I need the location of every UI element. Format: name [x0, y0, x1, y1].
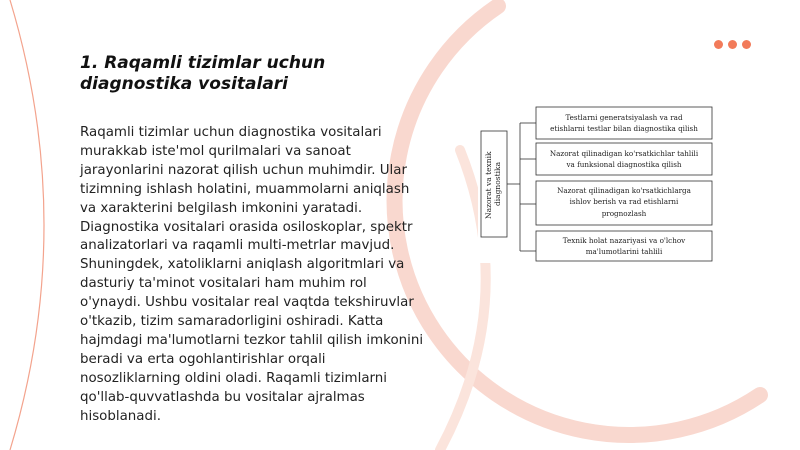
dot-3 — [742, 40, 751, 49]
diagram-box-4-line1: Texnik holat nazariyasi va o'lchov — [562, 236, 686, 245]
diagram-box-2-line2: va funksional diagnostika qilish — [566, 160, 682, 169]
more-dots-icon — [714, 40, 751, 49]
left-arc-line — [10, 0, 44, 450]
diagram-root-label: Nazorat va texnik diagnostika — [484, 151, 502, 219]
dot-1 — [714, 40, 723, 49]
diagram-box-4-line2: ma'lumotlarini tahlili — [585, 247, 663, 256]
diagram-box-3-line2: ishlov berish va rad etishlarni — [569, 197, 679, 206]
slide-body-text: Raqamli tizimlar uchun diagnostika vositalari murakkab iste'mol qurilmalari va sanoat jarayonlarini nazorat qilish uchun muhimdir. Ular tizimning ishlash holatini, muammolarni aniqlash va xarakterini belgilash imkonini yaratadi. Diagnostika vositalari orasida osiloskoplar, spektr analizatorlari va raqamli multi-metrlar mavjud. Shuningdek, xatoliklarni aniqlash algoritmlari va dasturiy ta'minot vositalari ham muhim rol o'ynaydi. Ushbu vositalar real vaqtda tekshiruvlar o'tkazib, tizim samaradorligini oshiradi. Katta hajmdagi ma'lumotlarni tezkor tahlil qilish imkonini beradi va erta ogohlantirishlar orqali nosozliklarning oldini oladi. Raqamli tizimlarni qo'llab-quvvatlashda bu vositalar ajralmas hisoblanadi. — [80, 125, 424, 424]
diagram-box-1-line2: etishlarni testlar bilan diagnostika qilish — [550, 124, 698, 133]
diagram-box-3-line1: Nazorat qilinadigan ko'rsatkichlarga — [557, 186, 691, 195]
diagnostics-diagram — [478, 103, 718, 263]
diagram-box-1-line1: Testlarni generatsiyalash va rad — [565, 113, 683, 122]
diagram-box-3-line3: prognozlash — [601, 209, 647, 218]
dot-2 — [728, 40, 737, 49]
diagram-box-2-line1: Nazorat qilinadigan ko'rsatkichlar tahlili — [549, 149, 699, 158]
slide-title: 1. Raqamli tizimlar uchun diagnostika vositalari — [80, 53, 326, 94]
diagram-box-1 — [536, 107, 712, 139]
diagram-box-2 — [536, 143, 712, 175]
